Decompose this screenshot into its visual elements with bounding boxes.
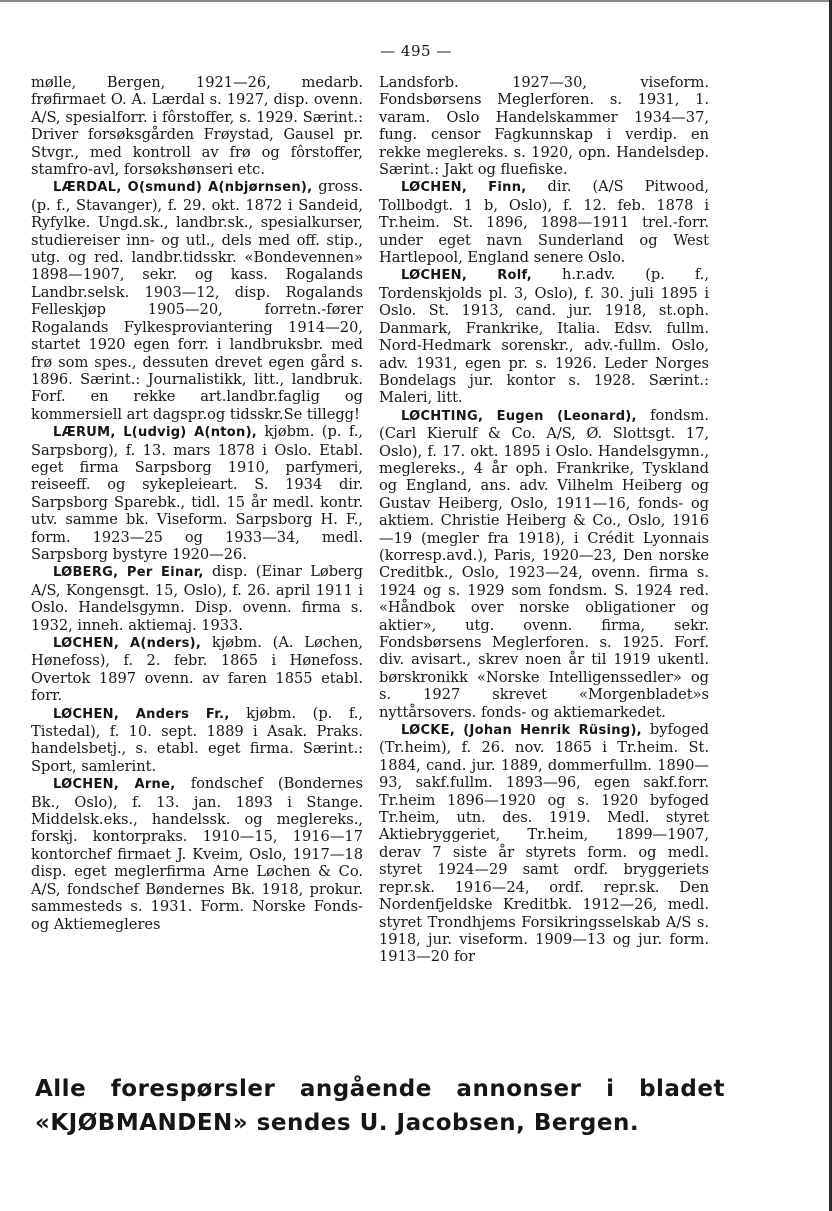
entry-text: gross. (p. f., Stavanger), f. 29. okt. 1872 i Sandeid, Ryfylke. Ungd.sk., landbr.sk., spesialkurser, studiereiser inn- og utl., dels med off. stip., utg. og red. landbr.tidsskr. «Bondevennen» 1898—1907, sekr. og kass. Rogalands Landbr.selsk. 1903—12, disp. Rogalands Felleskjøp 1905—20, forretn.-fører Rogalands Fylkesproviantering 1914—20, startet 1920 egen forr. i landbruksbr. med frø som spes., dessuten drevet egen gård s. 1896. Særint.: Journalistikk, litt., landbruk. Forf. en rekke art.landbr.faglig og kommersiell art dagspr.og tidsskr.Se tillegg! xyxy=(31,178,363,423)
entry-text: h.r.adv. (p. f., Tordenskjolds pl. 3, Oslo), f. 30. juli 1895 i Oslo. St. 1913, cand. jur. 1918, st.oph. Danmark, Frankrike, Italia. Edsv. fullm. Nord-Hedmark sorenskr., adv.-fullm. Oslo, adv. 1931, egen pr. s. 1926. Leder Norges Bondelags jur. kontor s. 1928. Særint.: Maleri, litt. xyxy=(379,266,710,407)
entry-laerum xyxy=(31,423,363,563)
continuation-text: Landsforb. 1927—30, viseform. Fondsbørsens Meglerforen. s. 1931, 1. varam. Oslo Handelskammer 1934—37, fung. censor Fagkunnskap i verdip. en rekke meglereks. s. 1920, opn. Handelsdep. Særint.: Jakt og fluefiske. xyxy=(379,74,709,179)
entry-name: LØCHEN, Arne, xyxy=(53,777,176,793)
entry-text: byfoged (Tr.heim), f. 26. nov. 1865 i Tr.heim. St. 1884, cand. jur. 1889, dommerfullm. 1890—93, sakf.fullm. 1893—96, egen sakf.forr. Tr.heim 1896—1920 og s. 1920 byfoged Tr.heim, utn. des. 1919. Medl. styret Aktiebryggeriet, Tr.heim, 1899—1907, derav 7 siste år styrets form. og medl. styret 1924—29 samt ordf. bryggeriets repr.sk. 1916—24, ordf. repr.sk. Den Nordenfjeldske Kreditbk. 1912—26, medl. styret Trondhjems Forsikringsselskab A/S s. 1918, jur. viseform. 1909—13 og jur. form. 1913—20 for xyxy=(379,721,709,966)
entry-loberg xyxy=(31,563,363,634)
entry-name: LØCHEN, Rolf, xyxy=(401,268,533,284)
entry-name: LØCHEN, Anders Fr., xyxy=(53,706,230,722)
entry-text: kjøbm. (A. Løchen, Hønefoss), f. 2. febr. 1865 i Hønefoss. Overtok 1897 ovenn. av faren 1855 etabl. forr. xyxy=(31,634,364,705)
entry-laerdal xyxy=(31,178,363,423)
page-number: — 495 — xyxy=(380,42,452,60)
entry-locke xyxy=(379,721,709,966)
entry-name: LØBERG, Per Einar, xyxy=(53,565,204,581)
continuation-text: mølle, Bergen, 1921—26, medarb. frøfirmaet O. A. Lærdal s. 1927, disp. ovenn. A/S, spesialforr. i fôrstoffer, s. 1929. Særint.: Driver forsøksgården Frøystad, Gausel pr. Stvgr., med kontroll av frø og fôrstoffer, stamfro-avl, forsøkshønseri etc. xyxy=(31,74,363,179)
entry-name: LØCHEN, A(nders), xyxy=(53,636,202,651)
entry-lochen-rolf xyxy=(379,266,709,406)
entry-lochen-finn xyxy=(379,178,709,266)
entry-name: LØCKE, (Johan Henrik Rüsing), xyxy=(401,723,642,739)
entry-name: LØCHEN, Finn, xyxy=(401,180,527,196)
entry-text: fondsm. (Carl Kierulf & Co. A/S, Ø. Slottsgt. 17, Oslo), f. 17. okt. 1895 i Oslo. Handelsgymn., meglereks., 4 år oph. Frankrike, Tyskland og England, ans. adv. Vilhelm Heiberg og Gustav Heiberg, Oslo, 1911—16, fonds- og aktiem. Christie Heiberg & Co., Oslo, 1916—19 (megler fra 1918), i Crédit Lyonnais (korresp.avd.), Paris, 1920—23, Den norske Creditbk., Oslo, 1923—24, ovenn. firma s. 1924 og s. 1929 som fondsm. S. 1924 red. «Håndbok over norske obligationer og aktier», utg. ovenn. firma, sekr. Fondsbørsens Meglerforen. s. 1925. Forf. div. avisart., skrev noen år til 1919 ukentl. børskronikk «Norske Intelligenssedler» og s. 1927 skrevet «Morgenbladet»s nyttårsovers. fonds- og aktiemarkedet. xyxy=(379,406,709,721)
entry-text: kjøbm. (p. f., Sarpsborg), f. 13. mars 1878 i Oslo. Etabl. eget firma Sarpsborg 1910, parfymeri, reiseeff. og sykepleieart. S. 1934 dir. Sarpsborg Sparebk., tidl. 15 år medl. kontr. utv. samme bk. Viseform. Sarpsborg H. F., form. 1923—25 og 1933—34, medl. Sarpsborg bystyre 1920—26. xyxy=(31,423,363,563)
right-column xyxy=(379,74,709,966)
entry-lochen-anders-fr xyxy=(31,705,363,776)
entry-name: LÆRUM, L(udvig) A(nton), xyxy=(53,425,258,441)
entry-lochting xyxy=(379,407,709,721)
entry-text: disp. (Einar Løberg A/S, Kongensgt. 15, Oslo), f. 26. april 1911 i Oslo. Handelsgymn. Disp. ovenn. firma s. 1932, inneh. aktiemaj. 1933. xyxy=(31,563,363,634)
entry-name: LÆRDAL, O(smund) A(nbjørnsen), xyxy=(53,180,313,196)
entry-name: LØCHTING, Eugen (Leonard), xyxy=(401,408,637,424)
entry-text: dir. (A/S Pitwood, Tollbodgt. 1 b, Oslo), f. 12. feb. 1878 i Tr.heim. St. 1896, 1898—1911 trel.-forr. under eget navn Sunderland og West Hartlepool, England senere Oslo. xyxy=(379,178,709,267)
left-column xyxy=(31,74,363,933)
footer-advertisement: Alle forespørsler angående annonser i bladet «KJØBMANDEN» sendes U. Jacobsen, Bergen. xyxy=(35,1076,725,1136)
entry-lochen-arne xyxy=(31,775,363,933)
scan-top-edge xyxy=(0,0,832,2)
entry-text: kjøbm. (p. f., Tistedal), f. 10. sept. 1889 i Asak. Praks. handelsbetj., s. etabl. eget firma. Særint.: Sport, samlerint. xyxy=(31,704,363,775)
entry-lochen-anders xyxy=(31,634,363,705)
entry-text: fondschef (Bondernes Bk., Oslo), f. 13. jan. 1893 i Stange. Middelsk.eks., handelssk. og meglereks., forskj. kontorpraks. 1910—15, 1916—17 kontorchef firmaet J. Kveim, Oslo, 1917—18 disp. eget meglerfirma Arne Løchen & Co. A/S, fondschef Bøndernes Bk. 1918, prokur. sammesteds s. 1931. Form. Norske Fonds- og Aktiemegleres xyxy=(31,775,364,933)
